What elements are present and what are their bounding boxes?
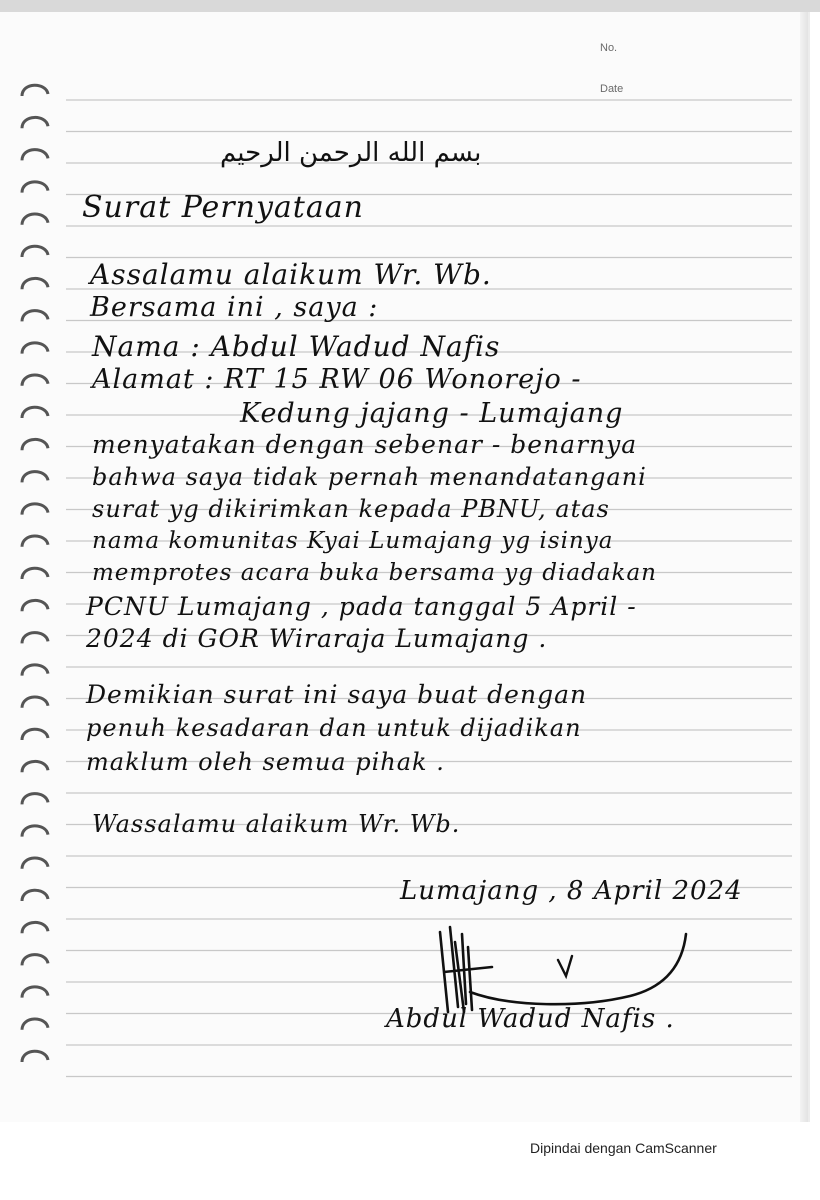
- closing-line: penuh kesadaran dan untuk dijadikan: [86, 714, 582, 742]
- binding-ring: [22, 85, 48, 96]
- binding-ring: [22, 246, 48, 257]
- binding-ring: [22, 890, 48, 901]
- binding-ring: [22, 826, 48, 837]
- signer-name: Abdul Wadud Nafis .: [386, 1004, 675, 1034]
- binding-ring: [22, 1019, 48, 1030]
- letter-title: Surat Pernyataan: [82, 190, 364, 225]
- body-line: PCNU Lumajang , pada tanggal 5 April -: [86, 592, 637, 621]
- intro-line: Bersama ini , saya :: [90, 292, 379, 323]
- binding-ring: [22, 117, 48, 128]
- place-date: Lumajang , 8 April 2024: [400, 876, 743, 906]
- body-line: memprotes acara buka bersama yg diadakan: [92, 560, 657, 586]
- binding-ring: [22, 729, 48, 740]
- binding-ring: [22, 407, 48, 418]
- greeting: Assalamu alaikum Wr. Wb.: [90, 258, 492, 291]
- no-label: No.: [600, 42, 618, 54]
- closing-line: maklum oleh semua pihak .: [86, 748, 445, 776]
- binding-ring: [22, 568, 48, 579]
- binding-ring: [22, 439, 48, 450]
- scan-top-strip: [0, 0, 820, 12]
- body-line: surat yg dikirimkan kepada PBNU, atas: [92, 495, 610, 523]
- binding-ring: [22, 343, 48, 354]
- binding-ring: [22, 1051, 48, 1062]
- binding-ring: [22, 922, 48, 933]
- date-label: Date: [600, 83, 624, 95]
- body-line: 2024 di GOR Wiraraja Lumajang .: [86, 624, 548, 653]
- binding-ring: [22, 761, 48, 772]
- binding-ring: [22, 697, 48, 708]
- scanner-watermark: Dipindai dengan CamScanner: [530, 1140, 717, 1156]
- binding-ring: [22, 504, 48, 515]
- address-line: Alamat : RT 15 RW 06 Wonorejo -: [92, 364, 582, 395]
- binding-ring: [22, 665, 48, 676]
- binding-ring: [22, 150, 48, 161]
- farewell: Wassalamu alaikum Wr. Wb.: [92, 810, 461, 838]
- binding-ring: [22, 278, 48, 289]
- binding-ring: [22, 633, 48, 644]
- body-line: nama komunitas Kyai Lumajang yg isinya: [92, 528, 614, 554]
- binding-ring: [22, 214, 48, 225]
- binding-ring: [22, 858, 48, 869]
- body-line: menyatakan dengan sebenar - benarnya: [92, 430, 638, 459]
- body-line: bahwa saya tidak pernah menandatangani: [92, 463, 647, 491]
- binding-ring: [22, 375, 48, 386]
- name-line: Nama : Abdul Wadud Nafis: [92, 330, 501, 363]
- binding-ring: [22, 311, 48, 322]
- binding-ring: [22, 955, 48, 966]
- binding-ring: [22, 182, 48, 193]
- bismillah-text: بسم الله الرحمن الرحيم: [220, 138, 482, 168]
- binding-ring: [22, 536, 48, 547]
- binding-ring: [22, 987, 48, 998]
- binding-ring: [22, 472, 48, 483]
- closing-line: Demikian surat ini saya buat dengan: [86, 680, 588, 709]
- binding-ring: [22, 794, 48, 805]
- binding-ring: [22, 600, 48, 611]
- address-line-2: Kedung jajang - Lumajang: [240, 398, 624, 429]
